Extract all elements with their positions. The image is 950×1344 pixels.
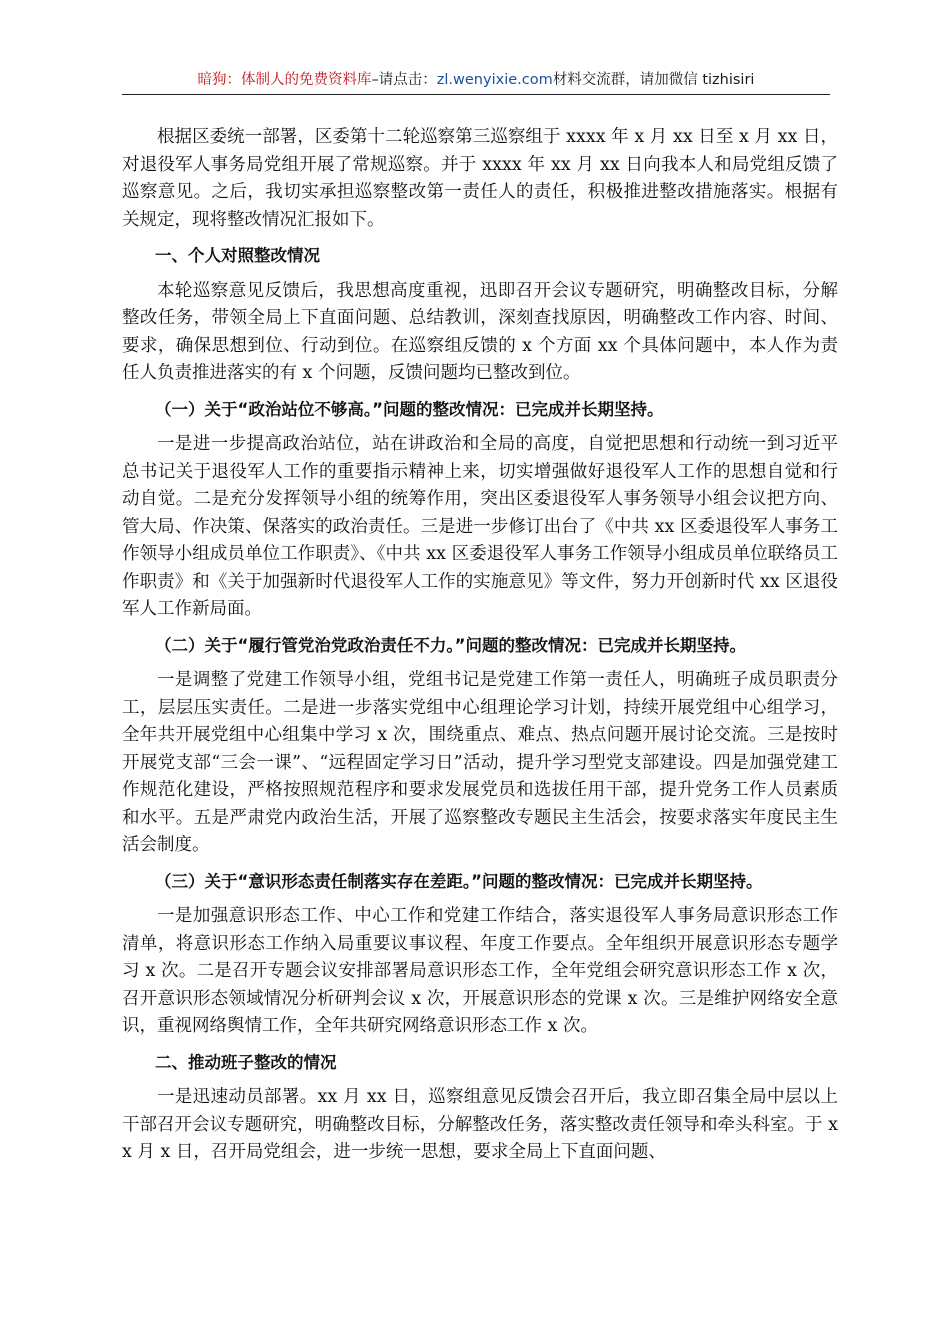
document-body [122, 124, 838, 1167]
header-divider [122, 94, 830, 95]
intro-paragraph: 根据区委统一部署，区委第十二轮巡察第三巡察组于 xxxx 年 x 月 xx 日至 x 月 xx 日，对退役军人事务局党组开展了常规巡察。并于 xxxx 年 xx 月 xx 日向我本人和局党组反馈了巡察意见。之后，我切实承担巡察整改第一责任人的责任，积极推进整改措施落实。根据有关规定，现将整改情况汇报如下。 [122, 127, 838, 230]
subsection-1-heading: （一）关于“政治站位不够高。”问题的整改情况：已完成并长期坚持。 [155, 399, 664, 419]
subsection-2-paragraph: 一是调整了党建工作领导小组，党组书记是党建工作第一责任人，明确班子成员职责分工，层层压实责任。二是进一步落实党组中心组理论学习计划，持续开展党组中心组学习，全年共开展党组中心组集中学习 x 次，围绕重点、难点、热点问题开展讨论交流。三是按时开展党支部“三会一课”、“远程固定学习日”活动，提升学习型党支部建设。四是加强党建工作规范化建设，严格按照规范程序和要求发展党员和选拔任用干部，提升党务工作人员素质和水平。五是严肃党内政治生活，开展了巡察整改专题民主生活会，按要求落实年度民主生活会制度。 [122, 670, 838, 855]
header-url-link[interactable]: zl.wenyixie.com [436, 72, 553, 88]
subsection-1-paragraph: 一是进一步提高政治站位，站在讲政治和全局的高度，自觉把思想和行动统一到习近平总书记关于退役军人工作的重要指示精神上来，切实增强做好退役军人工作的思想自觉和行动自觉。二是充分发挥领导小组的统筹作用，突出区委退役军人事务领导小组会议把方向、管大局、作决策、保落实的政治责任。三是进一步修订出台了《中共 xx 区委退役军人事务工作领导小组成员单位工作职责》、《中共 xx 区委退役军人事务工作领导小组成员单位联络员工作职责》和《关于加强新时代退役军人工作的实施意见》等文件，努力开创新时代 xx 区退役军人工作新局面。 [122, 434, 838, 619]
header-wechat-note: 材料交流群，请加微信 tizhisiri [552, 72, 755, 88]
section-2-paragraph: 一是迅速动员部署。xx 月 xx 日，巡察组意见反馈会召开后，我立即召集全局中层以上干部召开会议专题研究，明确整改目标，分解整改任务，落实整改责任领导和牵头科室。于 xx 月 x 日，召开局党组会，进一步统一思想，要求全局上下直面问题、 [122, 1087, 838, 1162]
section-1-heading: 一、个人对照整改情况 [155, 246, 320, 265]
subsection-2-heading: （二）关于“履行管党治党政治责任不力。”问题的整改情况：已完成并长期坚持。 [155, 635, 746, 655]
header-click-prompt: –请点击： [371, 72, 437, 88]
section-1-paragraph: 本轮巡察意见反馈后，我思想高度重视，迅即召开会议专题研究，明确整改目标，分解整改任务，带领全局上下直面问题、总结教训，深刻查找原因，明确整改工作内容、时间、要求，确保思想到位、行动到位。在巡察组反馈的 x 个方面 xx 个具体问题中，本人作为责任人负责推进落实的有 x 个问题，反馈问题均已整改到位。 [122, 280, 838, 383]
subsection-3-paragraph: 一是加强意识形态工作、中心工作和党建工作结合，落实退役军人事务局意识形态工作清单，将意识形态工作纳入局重要议事议程、年度工作要点。全年组织开展意识形态专题学习 x 次。二是召开专题会议安排部署局意识形态工作，全年党组会研究意识形态工作 x 次，召开意识形态领域情况分析研判会议 x 次，开展意识形态的党课 x 次。三是维护网络安全意识，重视网络舆情工作，全年共研究网络意识形态工作 x 次。 [122, 906, 838, 1036]
header-site-name: 暗狗：体制人的免费资料库 [197, 72, 372, 88]
page-header [122, 70, 830, 90]
subsection-3-heading: （三）关于“意识形态责任制落实存在差距。”问题的整改情况：已完成并长期坚持。 [155, 871, 763, 891]
section-2-heading: 二、推动班子整改的情况 [155, 1052, 337, 1072]
